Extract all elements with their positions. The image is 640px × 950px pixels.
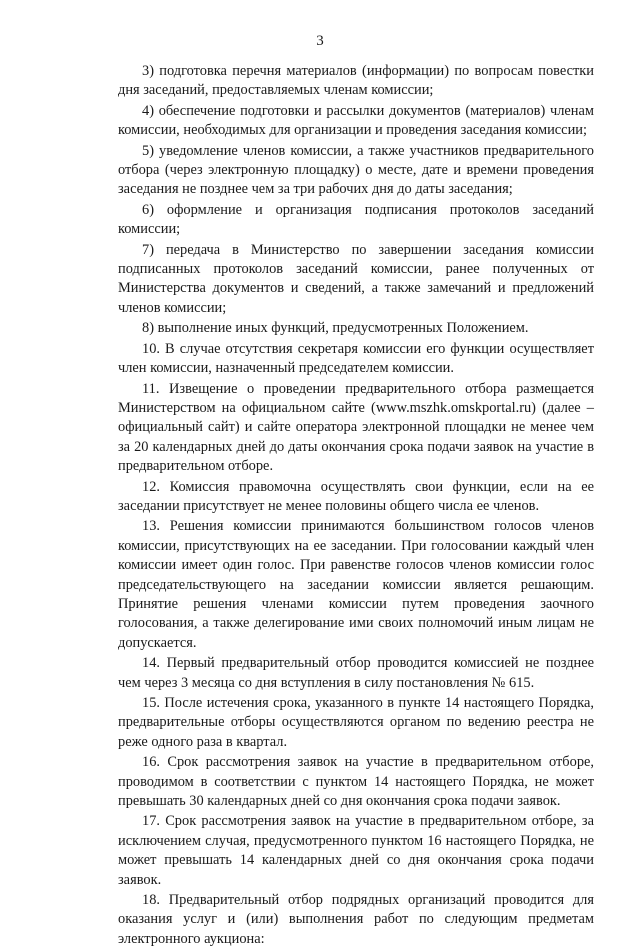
paragraph-item-5: 5) уведомление членов комиссии, а также участников предварительного отбора (через электронную площадку) о месте, дате и времени проведения заседания не позднее чем за три рабочих дня до даты заседания; xyxy=(118,142,594,198)
paragraph-clause-11: 11. Извещение о проведении предварительного отбора размещается Министерством на официальном сайте (www.mszhk.omskportal.ru) (далее – официальный сайт) и сайте оператора электронной площадки не менее чем за 20 календарных дней до даты окончания срока подачи заявок на участие в предварительном отборе. xyxy=(118,380,594,475)
paragraph-clause-16: 16. Срок рассмотрения заявок на участие в предварительном отборе, проводимом в соответствии с пунктом 14 настоящего Порядка, не может превышать 30 календарных дней со дня окончания срока подачи заявок. xyxy=(118,754,594,810)
paragraph-item-4: 4) обеспечение подготовки и рассылки документов (материалов) членам комиссии, необходимых для организации и проведения заседания комиссии; xyxy=(118,102,594,139)
paragraph-item-3: 3) подготовка перечня материалов (информации) по вопросам повестки дня заседаний, предоставляемых членам комиссии; xyxy=(118,63,594,99)
paragraph-clause-10: 10. В случае отсутствия секретаря комиссии его функции осуществляет член комиссии, назначенный председателем комиссии. xyxy=(118,340,594,377)
page-number: 3 xyxy=(316,33,324,49)
paragraph-clause-18: 18. Предварительный отбор подрядных организаций проводится для оказания услуг и (или) выполнения работ по следующим предметам электронного аукциона: xyxy=(118,892,594,947)
paragraph-clause-15: 15. После истечения срока, указанного в пункте 14 настоящего Порядка, предварительные отборы осуществляются органом по ведению реестра не реже одного раза в квартал. xyxy=(118,695,594,750)
document-body xyxy=(118,62,594,950)
paragraph-item-7: 7) передача в Министерство по завершении заседания комиссии подписанных протоколов заседаний комиссии, ранее полученных от Министерства документов и сведений, а также замечаний и предложений членов комиссии; xyxy=(118,241,594,316)
paragraph-clause-13: 13. Решения комиссии принимаются большинством голосов членов комиссии, присутствующих на ее заседании. При голосовании каждый член комиссии имеет один голос. При равенстве голосов членов комиссии голос председательствующего на заседании комиссии является решающим. Принятие решения членами комиссии путем проведения заочного голосования, а также делегирование ими своих полномочий иным лицам не допускается. xyxy=(118,518,594,651)
paragraph-clause-14: 14. Первый предварительный отбор проводится комиссией не позднее чем через 3 месяца со дня вступления в силу постановления № 615. xyxy=(118,655,594,691)
paragraph-clause-17: 17. Срок рассмотрения заявок на участие в предварительном отборе, за исключением случая, предусмотренного пунктом 16 настоящего Порядка, не может превышать 14 календарных дней со дня окончания срока подачи заявок. xyxy=(118,813,594,888)
paragraph-item-6: 6) оформление и организация подписания протоколов заседаний комиссии; xyxy=(118,201,594,238)
paragraph-item-8: 8) выполнение иных функций, предусмотренных Положением. xyxy=(142,320,529,337)
paragraph-clause-12: 12. Комиссия правомочна осуществлять свои функции, если на ее заседании присутствует не менее половины общего числа ее членов. xyxy=(118,478,594,514)
